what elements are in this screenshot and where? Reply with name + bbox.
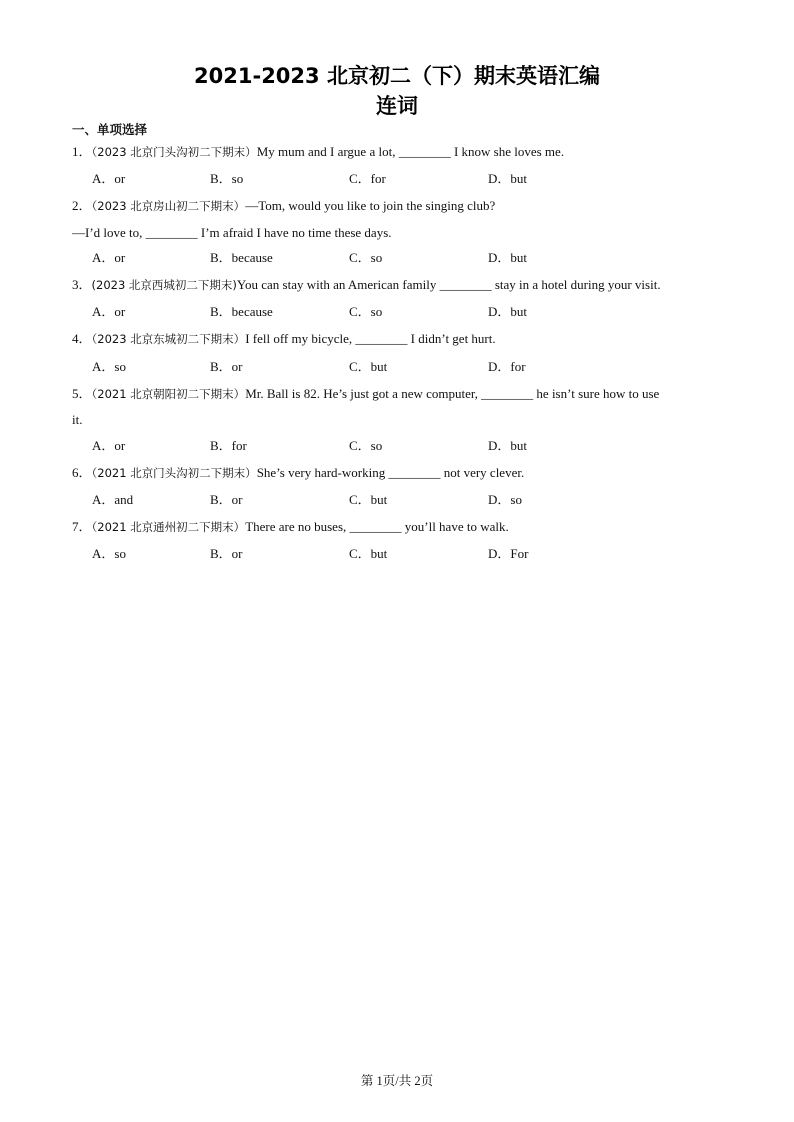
option-letter: D． xyxy=(488,250,511,265)
answer-option xyxy=(210,493,243,506)
answer-option xyxy=(349,360,387,373)
page-subtitle: 连词 xyxy=(376,94,418,118)
option-letter: B． xyxy=(210,546,232,561)
answer-option xyxy=(92,172,125,185)
question-text: You can stay with an American family ________ stay in a hotel during your visit. xyxy=(236,277,661,292)
option-text: for xyxy=(370,171,386,186)
option-letter: B． xyxy=(210,438,232,453)
answer-option xyxy=(349,172,386,185)
question-text: I fell off my bicycle, ________ I didn’t get hurt. xyxy=(245,331,496,346)
option-letter: C． xyxy=(349,359,371,374)
answer-option xyxy=(488,172,527,185)
option-text: for xyxy=(510,359,526,374)
option-text: or xyxy=(114,250,126,265)
answer-option xyxy=(488,251,527,264)
option-letter: A． xyxy=(92,438,115,453)
question-text: There are no buses, ________ you’ll have to walk. xyxy=(245,519,509,534)
question-number: 7． xyxy=(72,519,92,534)
question-source: （2023 北京门头沟初二下期末） xyxy=(91,145,257,159)
answer-option xyxy=(210,172,243,185)
option-text: for xyxy=(231,438,247,453)
option-text: or xyxy=(114,438,126,453)
option-text: but xyxy=(510,250,528,265)
question-text-continued: —I’d love to, ________ I’m afraid I have no time these days. xyxy=(72,225,392,240)
option-letter: D． xyxy=(488,171,511,186)
option-letter: D． xyxy=(488,438,511,453)
option-text: or xyxy=(231,359,243,374)
question-text-continued: it. xyxy=(72,412,83,427)
answer-option xyxy=(488,360,526,373)
question-number: 2． xyxy=(72,198,92,213)
question-number: 1． xyxy=(72,144,92,159)
option-letter: C． xyxy=(349,304,371,319)
question-stem xyxy=(72,278,661,292)
option-text: so xyxy=(114,359,126,374)
option-text: but xyxy=(510,304,528,319)
answer-option xyxy=(92,360,126,373)
question-source: （2021 北京门头沟初二下期末） xyxy=(91,466,257,480)
question-number: 5． xyxy=(72,386,92,401)
option-letter: D． xyxy=(488,492,511,507)
answer-option xyxy=(488,439,527,452)
option-text: so xyxy=(114,546,126,561)
question-source: (2023 北京西城初二下期末) xyxy=(91,278,237,292)
option-letter: C． xyxy=(349,250,371,265)
option-text: so xyxy=(370,304,383,319)
option-text: or xyxy=(231,492,243,507)
question-number: 6． xyxy=(72,465,92,480)
answer-option xyxy=(92,305,125,318)
question-stem xyxy=(72,466,524,480)
option-letter: D． xyxy=(488,359,511,374)
page-footer: 第 1页/共 2页 xyxy=(360,1074,434,1088)
answer-option xyxy=(349,439,382,452)
option-letter: C． xyxy=(349,171,371,186)
option-letter: A． xyxy=(92,492,115,507)
option-text: or xyxy=(231,546,243,561)
option-letter: B． xyxy=(210,171,232,186)
option-letter: D． xyxy=(488,304,511,319)
question-text: She’s very hard-working ________ not very clever. xyxy=(256,465,525,480)
answer-option xyxy=(92,493,133,506)
option-letter: D． xyxy=(488,546,511,561)
option-text: and xyxy=(114,492,134,507)
question-number: 3． xyxy=(72,277,92,292)
option-text: but xyxy=(510,171,528,186)
option-letter: C． xyxy=(349,546,371,561)
option-letter: A． xyxy=(92,304,115,319)
answer-option xyxy=(349,493,387,506)
option-text: so xyxy=(510,492,522,507)
option-text: but xyxy=(370,492,388,507)
option-letter: A． xyxy=(92,359,115,374)
question-number: 4． xyxy=(72,331,92,346)
page-title: 2021-2023 北京初二（下）期末英语汇编 xyxy=(194,64,600,88)
answer-option xyxy=(210,439,247,452)
option-text: or xyxy=(114,171,126,186)
option-letter: C． xyxy=(349,438,371,453)
question-stem xyxy=(72,199,495,213)
answer-option xyxy=(210,360,243,373)
option-letter: C． xyxy=(349,492,371,507)
question-source: （2023 北京房山初二下期末） xyxy=(91,199,246,213)
question-stem xyxy=(72,520,509,534)
answer-option xyxy=(488,305,527,318)
option-text: or xyxy=(114,304,126,319)
option-letter: B． xyxy=(210,359,232,374)
answer-option xyxy=(210,251,273,264)
option-text: but xyxy=(370,359,388,374)
answer-option xyxy=(349,547,387,560)
option-letter: B． xyxy=(210,492,232,507)
section-heading: 一、单项选择 xyxy=(72,122,148,137)
option-letter: A． xyxy=(92,250,115,265)
answer-option xyxy=(92,547,126,560)
option-text: so xyxy=(231,171,244,186)
option-letter: B． xyxy=(210,304,232,319)
question-text: Mr. Ball is 82. He’s just got a new computer, ________ he isn’t sure how to use xyxy=(245,386,660,401)
answer-option xyxy=(488,493,522,506)
option-text: but xyxy=(370,546,388,561)
answer-option xyxy=(349,305,382,318)
option-text: because xyxy=(231,250,273,265)
question-text: My mum and I argue a lot, ________ I know she loves me. xyxy=(256,144,565,159)
question-stem xyxy=(72,387,659,401)
option-letter: A． xyxy=(92,546,115,561)
question-stem xyxy=(72,145,564,159)
answer-option xyxy=(92,439,125,452)
option-letter: A． xyxy=(92,171,115,186)
answer-option xyxy=(210,547,243,560)
question-source: （2023 北京东城初二下期末） xyxy=(91,332,246,346)
option-text: so xyxy=(370,438,383,453)
option-text: For xyxy=(510,546,529,561)
question-source: （2021 北京朝阳初二下期末） xyxy=(91,387,246,401)
option-text: because xyxy=(231,304,273,319)
option-letter: B． xyxy=(210,250,232,265)
option-text: so xyxy=(370,250,383,265)
answer-option xyxy=(488,547,528,560)
question-text: —Tom, would you like to join the singing club? xyxy=(245,198,496,213)
answer-option xyxy=(210,305,273,318)
option-text: but xyxy=(510,438,528,453)
question-stem xyxy=(72,332,496,346)
answer-option xyxy=(92,251,125,264)
answer-option xyxy=(349,251,382,264)
question-source: （2021 北京通州初二下期末） xyxy=(91,520,246,534)
